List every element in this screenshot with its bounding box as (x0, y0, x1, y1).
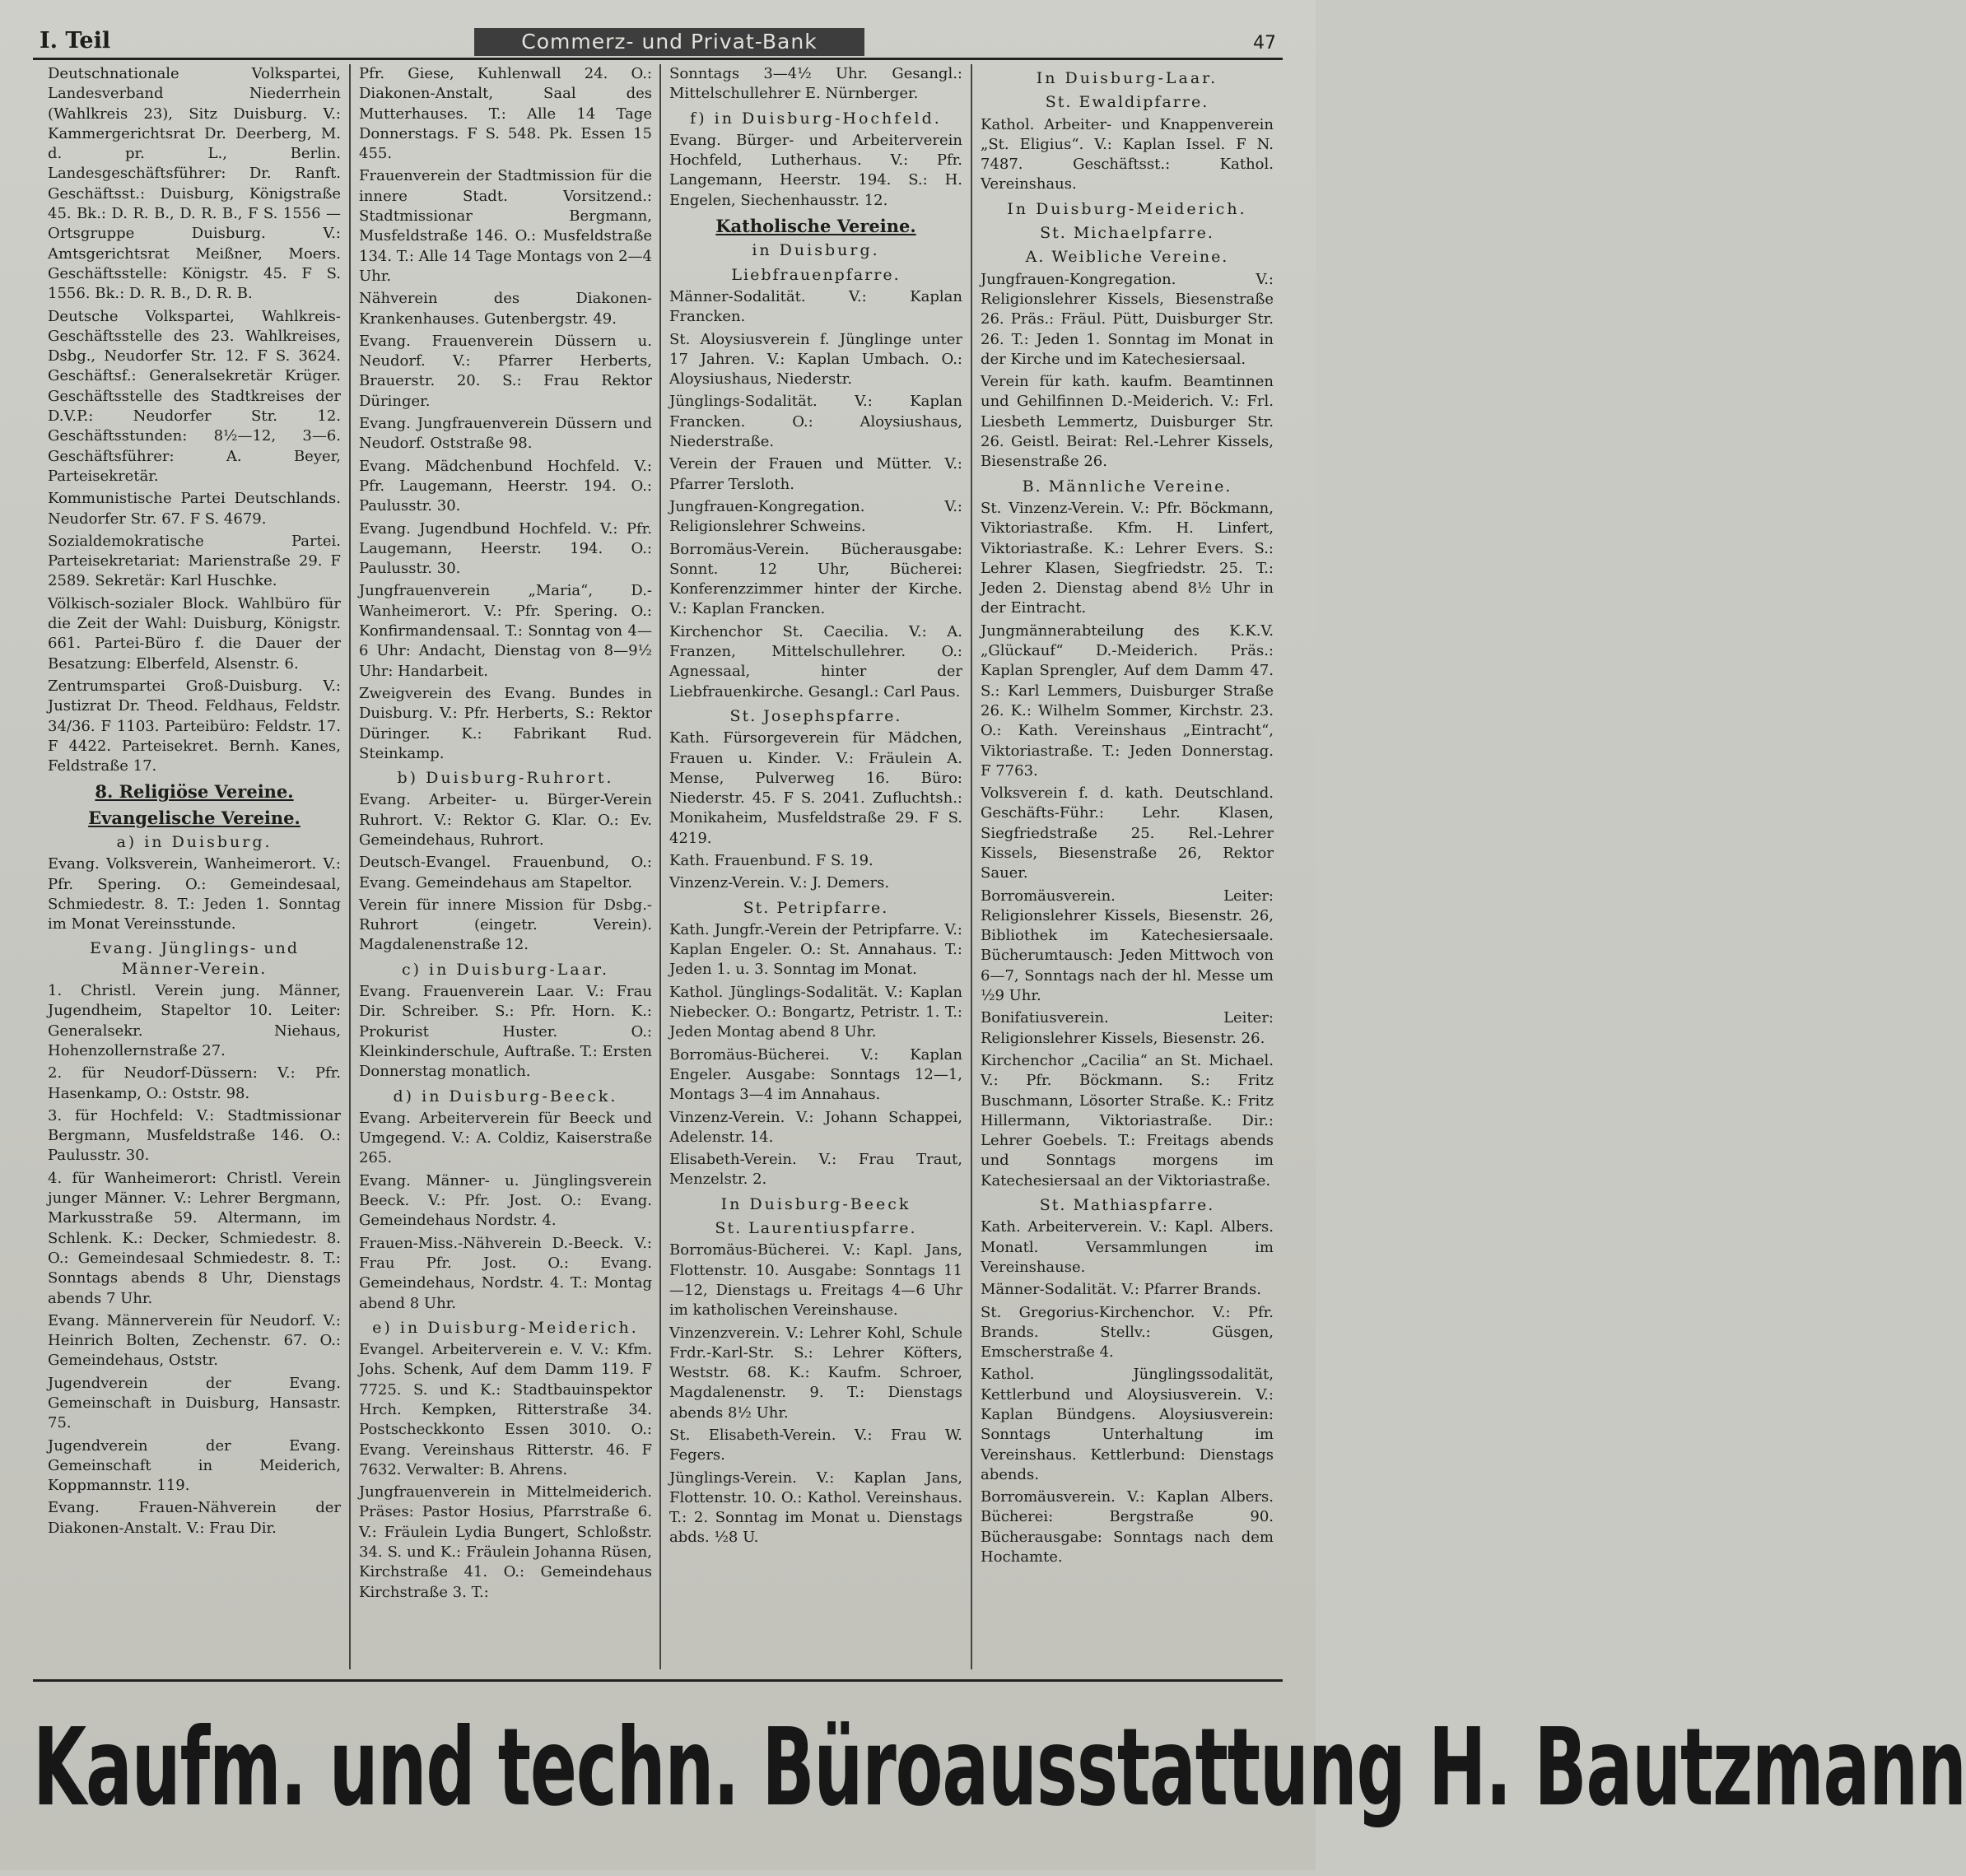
entry: Evang. Arbeiterverein für Beeck und Umgegend. V.: A. Coldiz, Kaiserstraße 265. (359, 1109, 652, 1167)
location-heading: e) in Duisburg-Meiderich. (372, 1318, 639, 1337)
entry: Evang. Volksverein, Wanheimerort. V.: Pfr. Spering. O.: Gemeindesaal, Schmiedestr. 8. T.: Jeden 1. Sonntag im Monat Vereinsstunde. (48, 855, 341, 933)
parish-heading: St. Ewaldipfarre. (1045, 93, 1209, 112)
advertisement-banner: Kaufm. und techn. Büroausstattung H. Bautzmann (33, 1705, 1966, 1830)
location-heading: in Duisburg. (752, 241, 880, 260)
entry: Borromäus-Verein. Bücherausgabe: Sonnt. 12 Uhr, Bücherei: Konferenzzimmer hinter der Kirche. V.: Kaplan Francken. (669, 540, 962, 618)
entry: 2. für Neudorf-Düssern: V.: Pfr. Hasenkamp, O.: Oststr. 98. (48, 1064, 341, 1102)
entry: Kath. Arbeiterverein. V.: Kapl. Albers. Monatl. Versammlungen im Vereinshause. (981, 1218, 1274, 1276)
entry: Sonntags 3—4½ Uhr. Gesangl.: Mittelschullehrer E. Nürnberger. (669, 65, 962, 103)
entry: St. Gregorius-Kirchenchor. V.: Pfr. Brands. Stellv.: Güsgen, Emscherstraße 4. (981, 1303, 1274, 1362)
location-heading: In Duisburg-Beeck (720, 1194, 911, 1213)
entry: Borromäusverein. Leiter: Religionslehrer Kissels, Biesenstr. 26, Bibliothek im Katechesiersaale. Bücherumtausch: Jeden Mittwoch von 6—7, Sonntags nach der hl. Messe um ½9 Uhr. (981, 887, 1274, 1005)
entry: Jungfrauen-Kongregation. V.: Religionslehrer Kissels, Biesenstraße 26. Präs.: Fräul. Pütt, Duisburger Str. 26. T.: Jeden 1. Sonntag im Monat in der Kirche und im Katechesiersaal. (981, 270, 1274, 368)
page-number: 47 (1253, 33, 1276, 54)
entry: Deutschnationale Volkspartei, Landesverband Niederrhein (Wahlkreis 23), Sitz Duisburg. V.: Kammergerichtsrat Dr. Deerberg, M. d. pr. L., Berlin. Landesgeschäftsführer: Dr. Ranft. Geschäftsst.: Duisburg, Königstraße 45. Bk.: D. R. B., D. R. B., F S. 1556 — Ortsgruppe Duisburg. V.: Amtsgerichtsrat Meißner, Moers. Geschäftsstelle: Königstr. 45. F S. 1556. Bk.: D. R. B., D. R. B. (48, 65, 341, 303)
entry: Elisabeth-Verein. V.: Frau Traut, Menzelstr. 2. (669, 1151, 962, 1189)
entry: Jungfrauenverein „Maria“, D.-Wanheimerort. V.: Pfr. Spering. O.: Konfirmandensaal. T.: Sonntag von 4—6 Uhr: Andacht, Dienstag von 8—9½ Uhr: Handarbeit. (359, 582, 652, 680)
parish-heading: St. Mathiaspfarre. (1039, 1196, 1215, 1215)
entry: Borromäusverein. V.: Kaplan Albers. Bücherei: Bergstraße 90. Bücherausgabe: Sonntags nach dem Hochamte. (981, 1488, 1274, 1566)
section-heading: 8. Religiöse Vereine. (95, 781, 294, 803)
page-header (33, 15, 1283, 59)
entry: Kath. Fürsorgeverein für Mädchen, Frauen u. Kinder. V.: Fräulein A. Mense, Pulverweg 16. Büro: Niederstr. 45. F S. 2041. Zufluchtsh.: Monikaheim, Musfeldstraße 29. F S. 4219. (669, 729, 962, 847)
entry: Evang. Frauenverein Laar. V.: Frau Dir. Schreiber. S.: Pfr. Horn. K.: Prokurist Huster. O.: Kleinkinderschule, Auftraße. T.: Ersten Donnerstag monatlich. (359, 983, 652, 1081)
header-rule (33, 58, 1283, 60)
parish-heading: St. Petripfarre. (743, 898, 889, 917)
entry: Sozialdemokratische Partei. Parteisekretariat: Marienstraße 29. F 2589. Sekretär: Karl Huschke. (48, 532, 341, 590)
entry: Bonifatiusverein. Leiter: Religionslehrer Kissels, Biesenstr. 26. (981, 1009, 1274, 1047)
entry: Borromäus-Bücherei. V.: Kapl. Jans, Flottenstr. 10. Ausgabe: Sonntags 11—12, Dienstags u. Freitags 4—6 Uhr im katholischen Vereinshause. (669, 1241, 962, 1320)
entry: Jungfrauen-Kongregation. V.: Religionslehrer Schweins. (669, 497, 962, 536)
parish-heading: St. Michaelpfarre. (1040, 224, 1214, 243)
location-heading: In Duisburg-Laar. (1036, 69, 1218, 87)
entry: Kirchenchor St. Caecilia. V.: A. Franzen, Mittelschullehrer. O.: Agnessaal, hinter der Liebfrauenkirche. Gesangl.: Carl Paus. (669, 622, 962, 701)
location-heading: c) in Duisburg-Laar. (401, 960, 610, 979)
location-heading: d) in Duisburg-Beeck. (393, 1087, 618, 1106)
entry: Jünglings-Verein. V.: Kaplan Jans, Flottenstr. 10. O.: Kathol. Vereinshaus. T.: 2. Sonntag im Monat u. Dienstags abds. ½8 U. (669, 1469, 962, 1547)
entry: Verein der Frauen und Mütter. V.: Pfarrer Tersloth. (669, 455, 962, 493)
column-3 (669, 64, 962, 1669)
entry: Zweigverein des Evang. Bundes in Duisburg. V.: Pfr. Herberts, S.: Rektor Düringer. K.: Fabrikant Rud. Steinkamp. (359, 684, 652, 762)
entry: Verein für kath. kaufm. Beamtinnen und Gehilfinnen D.-Meiderich. V.: Frl. Liesbeth Lemmertz, Duisburger Str. 26. Geistl. Beirat: Rel.-Lehrer Kissels, Biesenstraße 26. (981, 373, 1274, 471)
entry: Deutsch-Evangel. Frauenbund, O.: Evang. Gemeindehaus am Stapeltor. (359, 854, 652, 891)
location-heading: b) Duisburg-Ruhrort. (397, 769, 614, 788)
entry: St. Aloysiusverein f. Jünglinge unter 17 Jahren. V.: Kaplan Umbach. O.: Aloysiushaus, Niederstr. (669, 330, 962, 389)
location-heading: f) in Duisburg-Hochfeld. (690, 109, 942, 128)
entry: Vinzenz-Verein. V.: Johann Schappei, Adelenstr. 14. (669, 1108, 962, 1146)
entry: 3. für Hochfeld: V.: Stadtmissionar Bergmann, Musfeldstraße 146. O.: Paulusstr. 30. (48, 1106, 341, 1165)
group-heading: Evang. Jünglings- und Männer-Verein. (89, 939, 300, 978)
subsection-heading: Katholische Vereine. (715, 216, 916, 237)
parish-heading: Liebfrauenpfarre. (731, 265, 901, 284)
entry: Deutsche Volkspartei, Wahlkreis-Geschäftsstelle des 23. Wahlkreises, Dsbg., Neudorfer Str. 12. F S. 3624. Geschäftsf.: Generalsekretär Krüger. Geschäftsstelle des Stadtkreises der D.V.P.: Neudorfer Str. 12. Geschäftsstunden: 8½—12, 3—6. Geschäftsführer: A. Beyer, Parteisekretär. (48, 307, 341, 485)
entry: Pfr. Giese, Kuhlenwall 24. O.: Diakonen-Anstalt, Saal des Mutterhauses. T.: Alle 14 Tage Donnerstags. F S. 548. Pk. Essen 15 455. (359, 65, 652, 163)
entry: Frauenverein der Stadtmission für die innere Stadt. Vorsitzend.: Stadtmissionar Bergmann, Musfeldstraße 146. O.: Musfeldstraße 134. T.: Alle 14 Tage Montags von 2—4 Uhr. (359, 167, 652, 285)
entry: Kathol. Jünglingssodalität, Kettlerbund und Aloysiusverein. V.: Kaplan Bündgens. Aloysiusverein: Sonntags Unterhaltung im Vereinshaus. Kettlerbund: Dienstags abends. (981, 1366, 1274, 1483)
entry: Jungmännerabteilung des K.K.V. „Glückauf“ D.-Meiderich. Präs.: Kaplan Sprengler, Auf dem Damm 47. S.: Karl Lemmers, Duisburger Straße 26. K.: Wilhelm Sommer, Kirchstr. 23. O.: Kath. Vereinshaus „Eintracht“, Viktoriastraße. T.: Jeden Donnerstag. F 7763. (981, 621, 1274, 780)
entry: Evangel. Arbeiterverein e. V. V.: Kfm. Johs. Schenk, Auf dem Damm 119. F 7725. S. und K.: Stadtbauinspektor Hrch. Kempken, Ritterstraße 34. Postscheckkonto Essen 3010. O.: Evang. Vereinshaus Ritterstr. 46. F 7632. Verwalter: B. Ahrens. (359, 1341, 652, 1478)
parish-heading: St. Laurentiuspfarre. (715, 1219, 917, 1238)
entry: Frauen-Miss.-Nähverein D.-Beeck. V.: Frau Pfr. Jost. O.: Evang. Gemeindehaus, Nordstr. 4. T.: Montag abend 8 Uhr. (359, 1234, 652, 1312)
entry: Evang. Jungfrauenverein Düssern und Neudorf. Oststraße 98. (359, 415, 652, 453)
group-heading: B. Männliche Vereine. (1022, 477, 1232, 496)
entry: 4. für Wanheimerort: Christl. Verein junger Männer. V.: Lehrer Bergmann, Markusstraße 59. Altermann, im Schlenk. K.: Decker, Schmiedestr. 8. O.: Gemeindesaal Schmiedestr. 8. T.: Sonntags abends 8 Uhr, Dienstags abends 7 Uhr. (48, 1169, 341, 1307)
entry: Evang. Frauen-Nähverein der Diakonen-Anstalt. V.: Frau Dir. (48, 1499, 341, 1537)
entry: Nähverein des Diakonen-Krankenhauses. Gutenbergstr. 49. (359, 290, 652, 328)
entry: Vinzenzverein. V.: Lehrer Kohl, Schule Frdr.-Karl-Str. S.: Lehrer Köfters, Weststr. 68. K.: Kaufm. Schroer, Magdalenenstr. 9. T.: Dienstags abends 8½ Uhr. (669, 1324, 962, 1422)
entry: Evang. Jugendbund Hochfeld. V.: Pfr. Laugemann, Heerstr. 194. O.: Paulusstr. 30. (359, 519, 652, 578)
entry: Kath. Frauenbund. F S. 19. (669, 851, 874, 869)
entry: Jugendverein der Evang. Gemeinschaft in Duisburg, Hansastr. 75. (48, 1374, 341, 1432)
entry: Kathol. Jünglings-Sodalität. V.: Kaplan Niebecker. O.: Bongartz, Petristr. 1. T.: Jeden Montag abend 8 Uhr. (669, 983, 962, 1041)
entry: Evang. Bürger- und Arbeiterverein Hochfeld, Lutherhaus. V.: Pfr. Langemann, Heerstr. 194. S.: H. Engelen, Siechenhausstr. 12. (669, 131, 962, 209)
bank-banner: Commerz- und Privat-Bank (474, 28, 864, 56)
location-heading: a) in Duisburg. (116, 832, 273, 851)
group-heading: A. Weibliche Vereine. (1025, 248, 1229, 267)
entry: Kirchenchor „Cacilia“ an St. Michael. V.: Pfr. Böckmann. S.: Fritz Buschmann, Lösorter Straße. K.: Fritz Hillermann, Viktoriastraße. Dir.: Lehrer Goebels. T.: Freitags abends und Sonntags morgens im Katechesiersaal an der Viktoriastraße. (981, 1051, 1274, 1189)
entry: Völkisch-sozialer Block. Wahlbüro für die Zeit der Wahl: Duisburg, Königstr. 661. Partei-Büro f. die Dauer der Besatzung: Elberfeld, Alsenstr. 6. (48, 594, 341, 673)
entry: Borromäus-Bücherei. V.: Kaplan Engeler. Ausgabe: Sonntags 12—1, Montags 3—4 im Annahaus. (669, 1045, 962, 1104)
part-label: I. Teil (40, 28, 111, 54)
entry: Evang. Mädchenbund Hochfeld. V.: Pfr. Laugemann, Heerstr. 194. O.: Paulusstr. 30. (359, 457, 652, 515)
entry: Kommunistische Partei Deutschlands. Neudorfer Str. 67. F S. 4679. (48, 490, 341, 528)
entry: Evang. Männer- u. Jünglingsverein Beeck. V.: Pfr. Jost. O.: Evang. Gemeindehaus Nordstr. 4. (359, 1171, 652, 1230)
entry: Evang. Frauenverein Düssern u. Neudorf. V.: Pfarrer Herberts, Brauerstr. 20. S.: Frau Rektor Düringer. (359, 332, 652, 410)
parish-heading: St. Josephspfarre. (729, 706, 902, 725)
subsection-heading: Evangelische Vereine. (88, 807, 300, 828)
column-1 (48, 64, 341, 1669)
entry: Zentrumspartei Groß-Duisburg. V.: Justizrat Dr. Theod. Feldhaus, Feldstr. 34/36. F 1103. Parteibüro: Feldstr. 17. F 4422. Parteisekret. Bernh. Kanes, Feldstraße 17. (48, 677, 341, 775)
entry: Kath. Jungfr.-Verein der Petripfarre. V.: Kaplan Engeler. O.: St. Annahaus. T.: Jeden 1. u. 3. Sonntag im Monat. (669, 920, 962, 979)
entry: Männer-Sodalität. V.: Kaplan Francken. (669, 287, 962, 326)
entry: Jugendverein der Evang. Gemeinschaft in Meiderich, Koppmannstr. 119. (48, 1436, 341, 1495)
entry: St. Vinzenz-Verein. V.: Pfr. Böckmann, Viktoriastraße. Kfm. H. Linfert, Viktoriastraße. K.: Lehrer Evers. S.: Lehrer Klasen, Siegfriedstr. 25. T.: Jeden 2. Dienstag abend 8½ Uhr in der Eintracht. (981, 499, 1274, 617)
entry: St. Elisabeth-Verein. V.: Frau W. Fegers. (669, 1427, 962, 1464)
article-columns (48, 64, 1274, 1669)
entry: Verein für innere Mission für Dsbg.-Ruhrort (eingetr. Verein). Magdalenenstraße 12. (359, 896, 652, 954)
entry: Evang. Männerverein für Neudorf. V.: Heinrich Bolten, Zechenstr. 67. O.: Gemeindehaus, Oststr. (48, 1311, 341, 1370)
entry: Volksverein f. d. kath. Deutschland. Geschäfts-Führ.: Lehr. Klasen, Siegfriedstraße 25. Rel.-Lehrer Kissels, Biesenstraße 26, Rektor Sauer. (981, 784, 1274, 882)
column-4 (981, 64, 1274, 1669)
entry: 1. Christl. Verein jung. Männer, Jugendheim, Stapeltor 10. Leiter: Generalsekr. Niehaus, Hohenzollernstraße 27. (48, 982, 341, 1059)
location-heading: In Duisburg-Meiderich. (1007, 199, 1247, 218)
entry: Jungfrauenverein in Mittelmeiderich. Präses: Pastor Hosius, Pfarrstraße 6. V.: Fräulein Lydia Bungert, Schloßstr. 34. S. und K.: Fräulein Johanna Rüsen, Kirchstraße 41. O.: Gemeindehaus Kirchstraße 3. T.: (359, 1483, 652, 1601)
entry: Vinzenz-Verein. V.: J. Demers. (669, 874, 890, 892)
entry: Kathol. Arbeiter- und Knappenverein „St. Eligius“. V.: Kaplan Issel. F N. 7487. Geschäftsst.: Kathol. Vereinshaus. (981, 115, 1274, 193)
entry: Jünglings-Sodalität. V.: Kaplan Francken. O.: Aloysiushaus, Niederstraße. (669, 393, 962, 451)
column-2 (359, 64, 652, 1669)
entry: Evang. Arbeiter- u. Bürger-Verein Ruhrort. V.: Rektor G. Klar. O.: Ev. Gemeindehaus, Ruhrort. (359, 791, 652, 849)
entry: Männer-Sodalität. V.: Pfarrer Brands. (981, 1281, 1261, 1299)
